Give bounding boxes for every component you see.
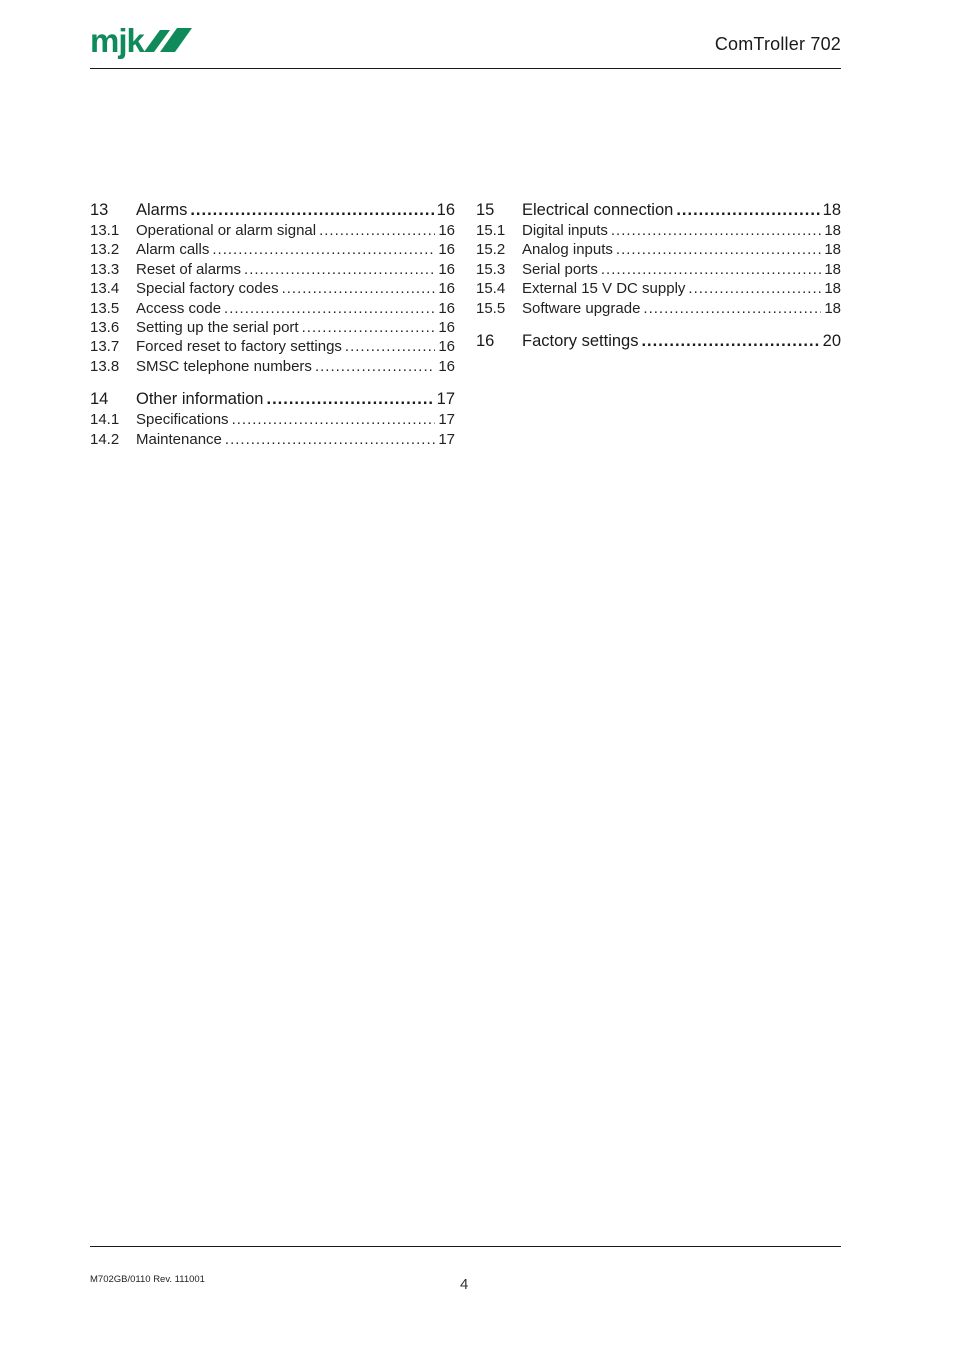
toc-number: 15.3 bbox=[476, 260, 506, 278]
toc-entry-16[interactable] bbox=[476, 330, 841, 352]
toc-dot-leader bbox=[643, 299, 821, 318]
toc-title: Analog inputs bbox=[522, 241, 613, 259]
toc-page-number: 16 bbox=[436, 201, 455, 219]
toc-title: Setting up the serial port bbox=[136, 318, 299, 336]
toc-entry-13-4[interactable] bbox=[90, 279, 455, 298]
toc-entry-13-6[interactable] bbox=[90, 318, 455, 337]
toc-title: Alarm calls bbox=[136, 241, 210, 259]
toc-title: Reset of alarms bbox=[136, 260, 242, 278]
toc-title: Electrical connection bbox=[522, 201, 674, 219]
toc-number: 13.2 bbox=[90, 241, 120, 259]
toc-dot-leader bbox=[345, 337, 435, 356]
toc-section bbox=[476, 330, 841, 352]
toc-title: Special factory codes bbox=[136, 280, 279, 298]
toc-section bbox=[90, 388, 455, 449]
toc-dot-leader bbox=[232, 410, 436, 429]
toc-dot-leader bbox=[676, 199, 819, 221]
toc-dot-leader bbox=[302, 318, 436, 337]
toc-entry-13-7[interactable] bbox=[90, 337, 455, 356]
toc-entry-13-8[interactable] bbox=[90, 357, 455, 376]
toc-section bbox=[476, 199, 841, 318]
toc-page-number: 18 bbox=[824, 241, 841, 259]
document-code: M702GB/0110 Rev. 111001 bbox=[90, 1274, 205, 1285]
toc-title: SMSC telephone numbers bbox=[136, 357, 312, 375]
toc-title: Forced reset to factory settings bbox=[136, 338, 342, 356]
toc-entry-15[interactable] bbox=[476, 199, 841, 221]
toc-dot-leader bbox=[225, 430, 435, 449]
toc-number: 15.4 bbox=[476, 280, 506, 298]
toc-dot-leader bbox=[282, 279, 436, 298]
toc-page-number: 16 bbox=[438, 222, 455, 239]
toc-number: 14.2 bbox=[90, 430, 120, 448]
toc-title: Access code bbox=[136, 299, 222, 317]
toc-dot-leader bbox=[319, 221, 435, 240]
toc-number: 13.3 bbox=[90, 260, 120, 278]
toc-number: 13.4 bbox=[90, 280, 120, 298]
toc-section bbox=[90, 199, 455, 376]
toc-title: Serial ports bbox=[522, 260, 598, 278]
toc-title: Factory settings bbox=[522, 331, 639, 350]
toc-title: Maintenance bbox=[136, 430, 222, 448]
toc-number: 14.1 bbox=[90, 411, 120, 429]
toc-entry-13-5[interactable] bbox=[90, 299, 455, 318]
toc-dot-leader bbox=[212, 240, 435, 259]
toc-number: 13.6 bbox=[90, 318, 120, 336]
page-number: 4 bbox=[460, 1276, 469, 1293]
toc-number: 15.5 bbox=[476, 299, 506, 317]
toc-dot-leader bbox=[266, 388, 433, 410]
toc-page-number: 16 bbox=[438, 338, 455, 356]
toc-dot-leader bbox=[611, 221, 821, 240]
toc-entry-14-2[interactable] bbox=[90, 430, 455, 449]
mjk-logo bbox=[90, 22, 194, 64]
toc-entry-15-4[interactable] bbox=[476, 279, 841, 298]
toc-entry-15-2[interactable] bbox=[476, 240, 841, 259]
toc-entry-13-3[interactable] bbox=[90, 260, 455, 279]
toc-page-number: 16 bbox=[438, 357, 455, 375]
toc-page-number: 18 bbox=[824, 222, 841, 239]
toc-title: Alarms bbox=[136, 201, 188, 219]
toc-entry-15-1[interactable] bbox=[476, 221, 841, 240]
toc-number: 15.1 bbox=[476, 222, 506, 239]
toc-column-left bbox=[90, 199, 455, 461]
toc-page-number: 18 bbox=[822, 201, 841, 219]
toc-page-number: 17 bbox=[438, 430, 455, 448]
toc-page-number: 16 bbox=[438, 280, 455, 298]
toc-dot-leader bbox=[688, 279, 821, 298]
toc-dot-leader bbox=[601, 260, 821, 279]
toc-title: Operational or alarm signal bbox=[136, 222, 317, 239]
toc-title: Digital inputs bbox=[522, 222, 608, 239]
toc-page-number: 16 bbox=[438, 241, 455, 259]
toc-entry-13-2[interactable] bbox=[90, 240, 455, 259]
toc-number: 13.1 bbox=[90, 222, 120, 239]
toc-dot-leader bbox=[224, 299, 435, 318]
toc-entry-15-5[interactable] bbox=[476, 299, 841, 318]
toc-number: 15 bbox=[476, 201, 495, 219]
svg-text:mjk: mjk bbox=[90, 22, 144, 59]
toc-title: Software upgrade bbox=[522, 299, 641, 317]
toc-page-number: 17 bbox=[438, 411, 455, 429]
document-title: ComTroller 702 bbox=[714, 34, 841, 54]
toc-number: 15.2 bbox=[476, 241, 506, 259]
toc-title: Other information bbox=[136, 390, 264, 409]
footer-divider bbox=[90, 1246, 841, 1247]
toc-entry-13-1[interactable] bbox=[90, 221, 455, 240]
toc-number: 13 bbox=[90, 201, 109, 219]
toc-dot-leader bbox=[190, 199, 433, 221]
toc-dot-leader bbox=[244, 260, 435, 279]
toc-page-number: 18 bbox=[824, 299, 841, 317]
toc-number: 13.7 bbox=[90, 338, 120, 356]
toc-entry-13[interactable] bbox=[90, 199, 455, 221]
toc-page-number: 17 bbox=[436, 390, 455, 409]
toc-page-number: 16 bbox=[438, 318, 455, 336]
toc-number: 13.5 bbox=[90, 299, 120, 317]
toc-page-number: 16 bbox=[438, 260, 455, 278]
toc-column-right bbox=[476, 199, 841, 364]
toc-page-number: 18 bbox=[824, 260, 841, 278]
toc-dot-leader bbox=[616, 240, 821, 259]
toc-entry-14[interactable] bbox=[90, 388, 455, 410]
toc-entry-14-1[interactable] bbox=[90, 410, 455, 429]
toc-number: 16 bbox=[476, 331, 495, 350]
toc-dot-leader bbox=[641, 330, 819, 352]
toc-page-number: 18 bbox=[824, 280, 841, 298]
toc-entry-15-3[interactable] bbox=[476, 260, 841, 279]
page-header bbox=[90, 18, 841, 69]
toc-number: 14 bbox=[90, 390, 109, 409]
toc-title: Specifications bbox=[136, 411, 229, 429]
toc-page-number: 16 bbox=[438, 299, 455, 317]
toc-page-number: 20 bbox=[822, 331, 841, 350]
toc-number: 13.8 bbox=[90, 357, 120, 375]
toc-title: External 15 V DC supply bbox=[522, 280, 686, 298]
toc-dot-leader bbox=[315, 357, 435, 376]
